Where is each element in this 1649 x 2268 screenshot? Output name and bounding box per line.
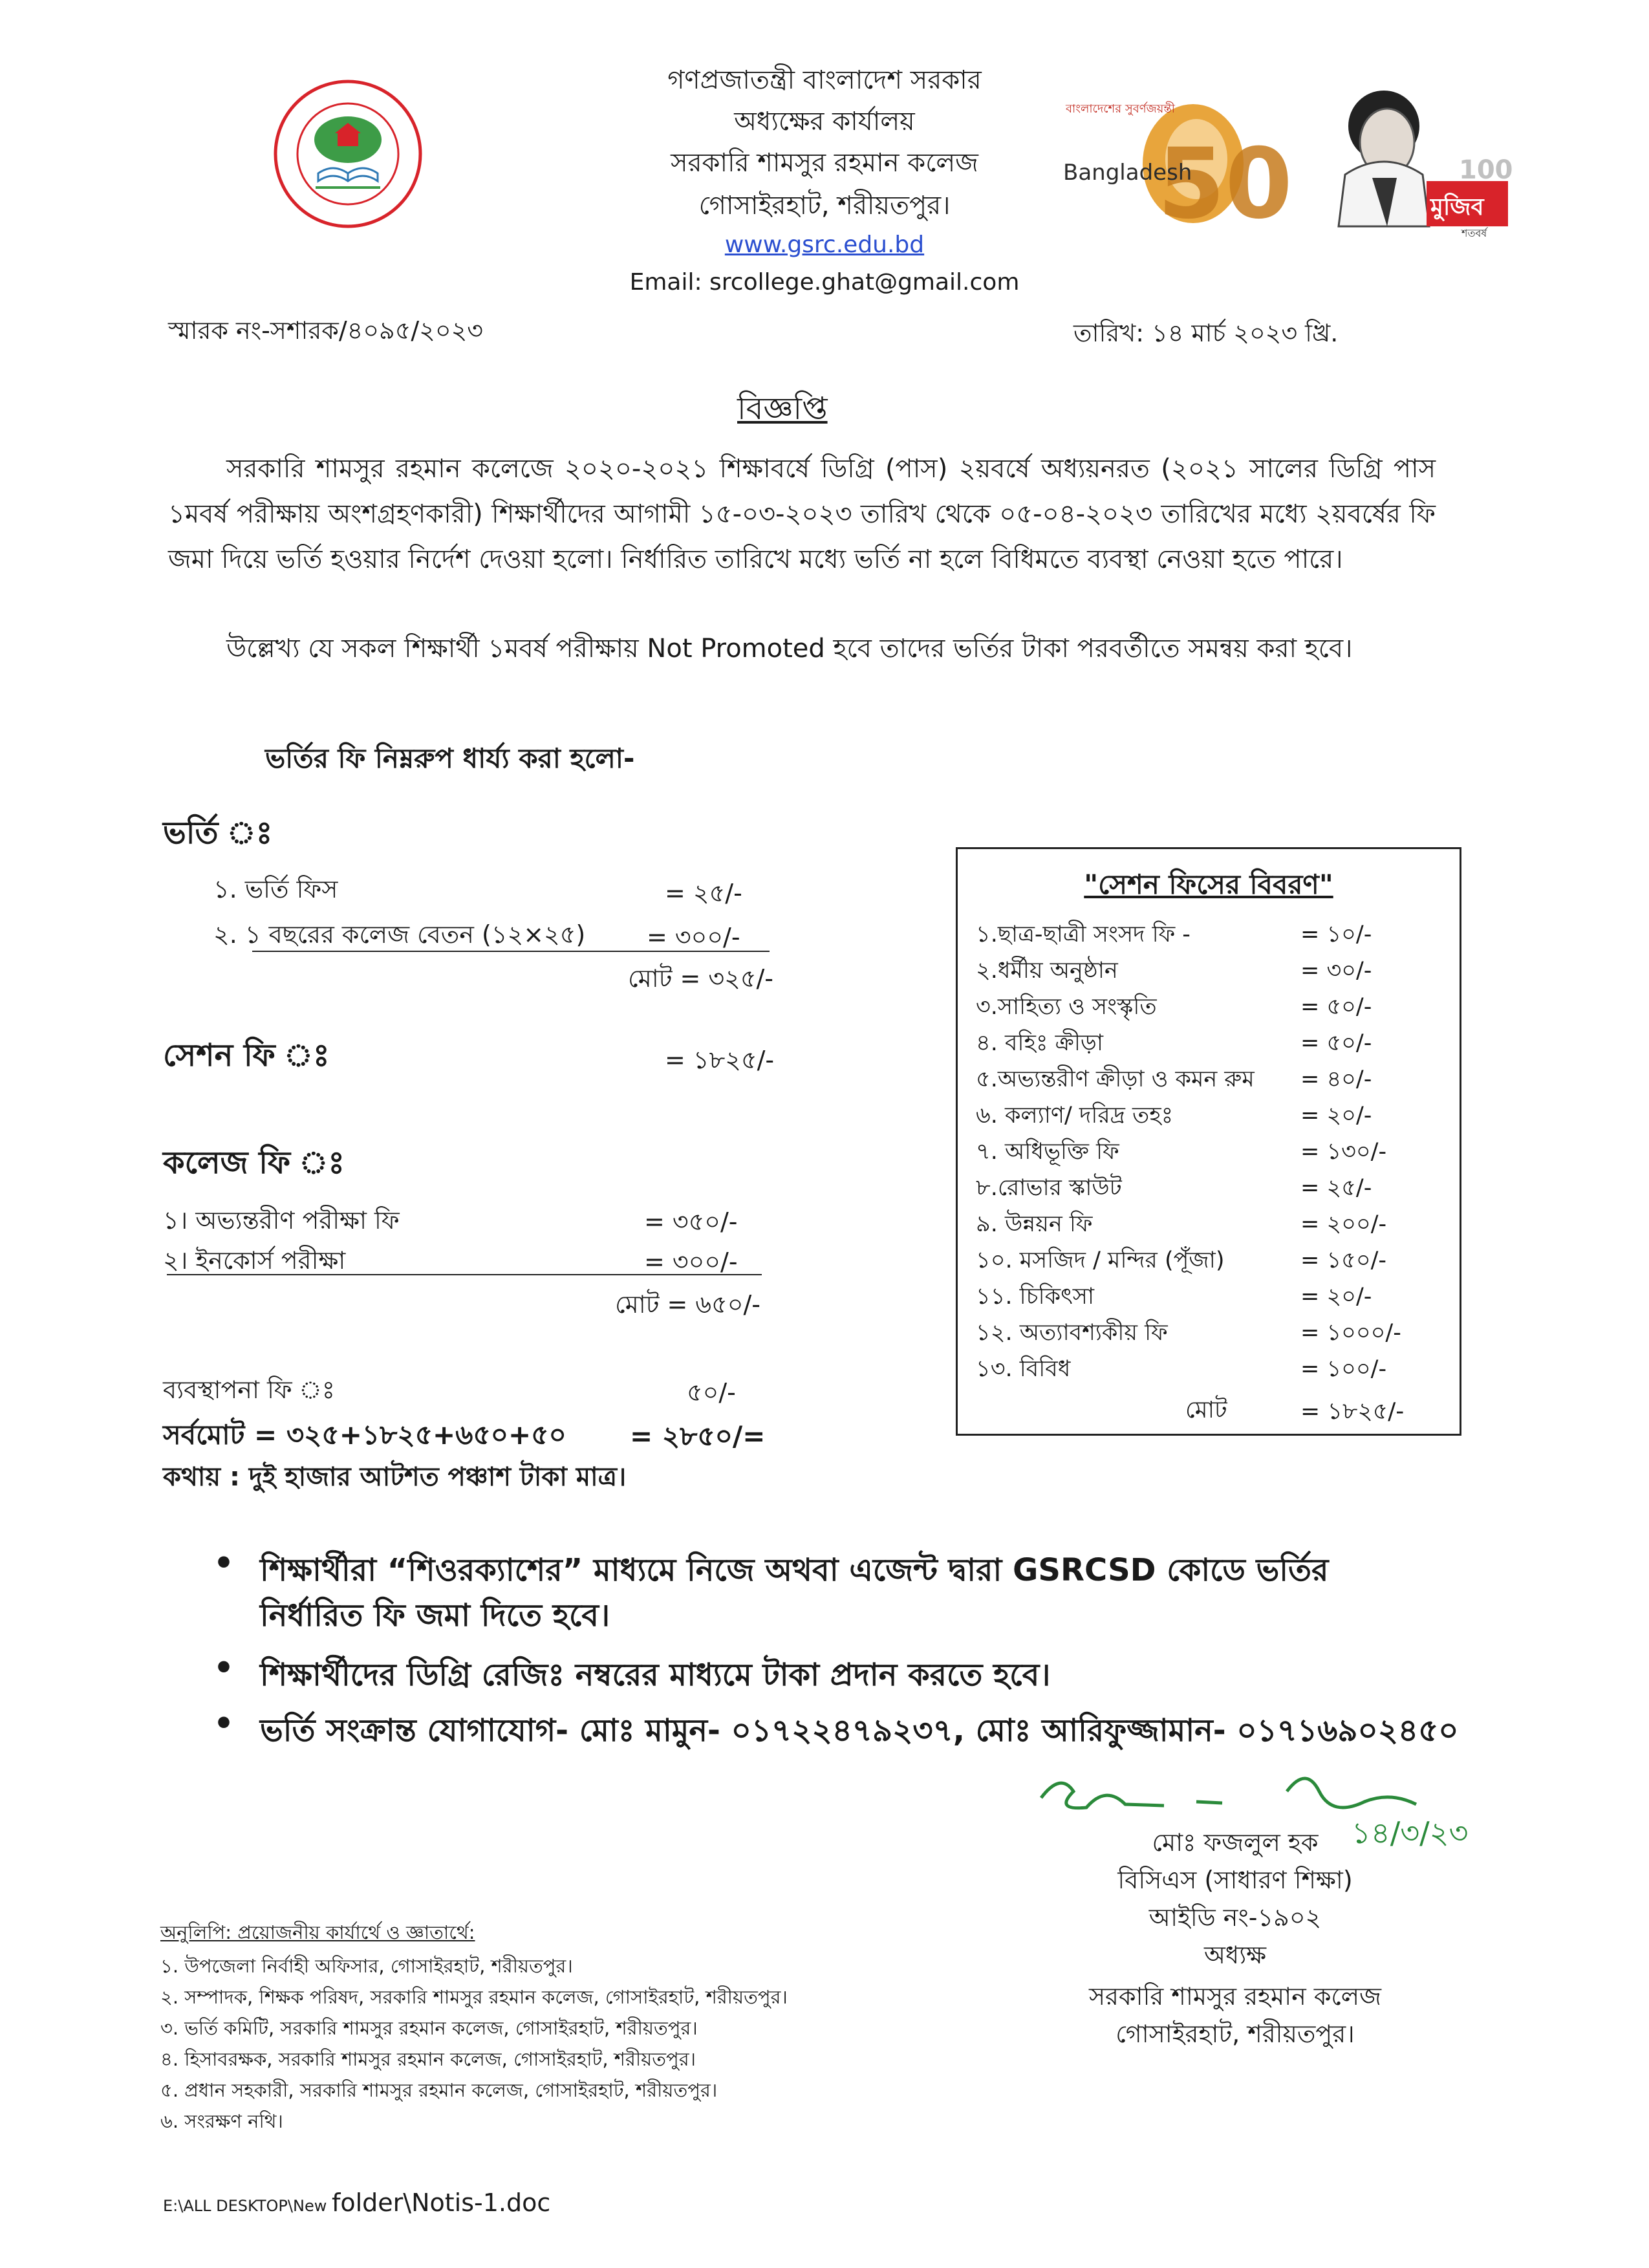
signatory-designation: অধ্যক্ষ — [1203, 1941, 1266, 1969]
signatory-id: আইডি নং-১৯০২ — [1148, 1903, 1322, 1932]
bd50-label: Bangladesh — [1063, 160, 1192, 186]
copy-item: ২. সম্পাদক, শিক্ষক পরিষদ, সরকারি শামসুর রহমান কলেজ, গোসাইরহাট, শরীয়তপুর। — [160, 1986, 788, 2008]
mujib-label: মুজিব — [1430, 194, 1484, 221]
session-box-item-amount: = ৫০/- — [1300, 994, 1372, 1020]
copies-heading: অনুলিপি: প্রয়োজনীয় কার্যার্থে ও জ্ঞাতার্থে: — [160, 1921, 475, 1943]
session-box-item-label: ১২. অত্যাবশ্যকীয় ফি — [976, 1320, 1168, 1346]
bullet-1-line-1: শিক্ষার্থীরা “শিওরক্যাশের” মাধ্যমে নিজে অথবা এজেন্ট দ্বারা GSRCSD কোডে ভর্তির — [260, 1552, 1329, 1588]
session-box-item-label: ৩.সাহিত্য ও সংস্কৃতি — [976, 994, 1157, 1020]
session-box-item-label: ৪. বহিঃ ক্রীড়া — [976, 1030, 1104, 1056]
bullet-3: ভর্তি সংক্রান্ত যোগাযোগ- মোঃ মামুন- ০১৭২২৪৭৯২৩৭, মোঃ আরিফুজ্জামান- ০১৭১৬৯০২৪৫০ — [260, 1712, 1459, 1749]
admission-item-1-amount: = ২৫/- — [665, 879, 742, 907]
notice-paragraph-2: উল্লেখ্য যে সকল শিক্ষার্থী ১মবর্ষ পরীক্ষায় Not Promoted হবে তাদের ভর্তির টাকা পরবর্তীতে সমন্বয় করা হবে। — [226, 634, 1353, 664]
bullet-dot: • — [213, 1649, 234, 1687]
session-box-item-label: ২.ধর্মীয় অনুষ্ঠান — [976, 958, 1118, 984]
copy-item: ৩. ভর্তি কমিটি, সরকারি শামসুর রহমান কলেজ, গোসাইরহাট, শরীয়তপুর। — [160, 2017, 698, 2039]
signatory-name: মোঃ ফজলুল হক — [1152, 1828, 1319, 1857]
file-path — [163, 2188, 550, 2217]
session-box-total-label: মোট — [1185, 1397, 1227, 1423]
college-fee-item-1-amount: = ৩৫০/- — [644, 1207, 738, 1236]
file-path-suffix: folder\Notis-1.doc — [331, 2188, 551, 2217]
session-box-item-amount: = ১০০/- — [1300, 1356, 1387, 1382]
signatory-address: গোসাইরহাট, শরীয়তপুর। — [1116, 2020, 1355, 2048]
grand-total-label: সর্বমোট = ৩২৫+১৮২৫+৬৫০+৫০ — [163, 1419, 566, 1451]
bd50-tagline: বাংলাদেশের সুবর্ণজয়ন্তী — [1066, 102, 1175, 116]
session-box-item-amount: = ২০/- — [1300, 1103, 1372, 1129]
amount-in-words: কথায় : দুই হাজার আটশত পঞ্চাশ টাকা মাত্র। — [163, 1462, 627, 1492]
admission-item-2-label: ২. ১ বছরের কলেজ বেতন (১২×২৫) — [213, 920, 586, 949]
college-fee-total: মোট = ৬৫০/- — [615, 1290, 760, 1319]
session-amount: = ১৮২৫/- — [665, 1046, 775, 1074]
college-fee-item-2-label: ২। ইনকোর্স পরীক্ষা — [163, 1246, 346, 1275]
session-box-item-amount: = ৩০/- — [1300, 958, 1372, 984]
management-label: ব্যবস্থাপনা ফি ঃ — [163, 1376, 336, 1404]
email-line: Email: srcollege.ghat@gmail.com — [629, 269, 1020, 296]
memo-number: স্মারক নং-সশারক/৪০৯৫/২০২৩ — [168, 316, 483, 345]
session-heading: সেশন ফি ঃ — [163, 1037, 330, 1074]
memo-date: তারিখ: ১৪ মার্চ ২০২৩ খ্রি. — [1073, 319, 1339, 347]
session-box-item-amount: = ১৩০/- — [1300, 1139, 1387, 1165]
admission-heading: ভর্তি ঃ — [163, 815, 273, 851]
session-box-item-label: ৫.অভ্যন্তরীণ ক্রীড়া ও কমন রুম — [976, 1066, 1255, 1092]
bd50-number: 50 — [1158, 128, 1293, 241]
college-fee-heading: কলেজ ফি ঃ — [163, 1145, 345, 1181]
mujib-number: 100 — [1459, 155, 1513, 185]
signature-date: ১৪/৩/২৩ — [1352, 1815, 1469, 1850]
bullet-1-line-2: নির্ধারিত ফি জমা দিতে হবে। — [260, 1597, 610, 1634]
grand-total-amount: = ২৮৫০/= — [630, 1420, 766, 1452]
copy-item: ৬. সংরক্ষণ নথি। — [160, 2110, 283, 2132]
session-box-item-label: ৬. কল্যাণ/ দরিদ্র তহঃ — [976, 1103, 1174, 1129]
copy-item: ৪. হিসাবরক্ষক, সরকারি শামসুর রহমান কলেজ, গোসাইরহাট, শরীয়তপুর। — [160, 2048, 696, 2070]
fee-intro: ভর্তির ফি নিম্নরুপ ধার্য্য করা হলো- — [265, 742, 635, 774]
session-box-item-amount: = ২০০/- — [1300, 1211, 1387, 1237]
session-fee-box — [956, 847, 1461, 1436]
header-office: অধ্যক্ষের কার্যালয় — [734, 107, 915, 136]
header-college: সরকারি শামসুর রহমান কলেজ — [671, 148, 978, 178]
bullet-dot: • — [213, 1705, 234, 1742]
session-box-title: "সেশন ফিসের বিবরণ" — [1084, 869, 1333, 900]
signatory-college: সরকারি শামসুর রহমান কলেজ — [1088, 1982, 1382, 2011]
admission-item-2-amount: = ৩০০/- — [647, 923, 740, 951]
management-amount: ৫০/- — [687, 1378, 736, 1407]
session-box-item-amount: = ১০০০/- — [1300, 1320, 1401, 1346]
file-path-prefix: E:\ALL DESKTOP\New — [163, 2197, 332, 2215]
copy-item: ৫. প্রধান সহকারী, সরকারি শামসুর রহমান কলেজ, গোসাইরহাট, শরীয়তপুর। — [160, 2079, 718, 2101]
college-fee-item-2-amount: = ৩০০/- — [644, 1247, 738, 1276]
admission-item-1-label: ১. ভর্তি ফিস — [213, 875, 338, 903]
notice-title: বিজ্ঞপ্তি — [737, 391, 828, 427]
session-box-item-label: ৮.রোভার স্কাউট — [976, 1175, 1122, 1201]
session-box-item-label: ৭. অধিভূক্তি ফি — [976, 1139, 1119, 1165]
session-box-item-label: ১.ছাত্র-ছাত্রী সংসদ ফি - — [976, 922, 1191, 947]
session-box-item-label: ১১. চিকিৎসা — [976, 1284, 1095, 1310]
session-box-item-amount: = ১০/- — [1300, 922, 1372, 947]
session-box-item-label: ১৩. বিবিধ — [976, 1356, 1071, 1382]
signatory-cadre: বিসিএস (সাধারণ শিক্ষা) — [1117, 1866, 1353, 1894]
header-govt: গণপ্রজাতন্ত্রী বাংলাদেশ সরকার — [667, 65, 982, 95]
session-box-total-amount: = ১৮২৫/- — [1300, 1398, 1405, 1425]
header-address: গোসাইরহাট, শরীয়তপুর। — [698, 191, 951, 221]
session-box-item-label: ১০. মসজিদ / মন্দির (পূঁজা) — [976, 1247, 1225, 1273]
session-box-item-amount: = ১৫০/- — [1300, 1247, 1387, 1273]
notice-paragraph-1: সরকারি শামসুর রহমান কলেজে ২০২০-২০২১ শিক্ষাবর্ষে ডিগ্রি (পাস) ২য়বর্ষে অধ্যয়নরত (২০২১ সালের ডিগ্রি পাস ১মবর্ষ পরীক্ষায় অংশগ্রহণকারী) শিক্ষার্থীদের আগামী ১৫-০৩-২০২৩ তারিখ থেকে ০৫-০৪-২০২৩ তারিখের মধ্যে ২য়বর্ষের ফি জমা দিয়ে ভর্তি হওয়ার নির্দেশ দেওয়া হলো। নির্ধারিত তারিখে মধ্যে ভর্তি না হলে বিধিমতে ব্যবস্থা নেওয়া হতে পারে। — [168, 454, 1436, 574]
mujib-subtitle: শতবর্ষ — [1461, 227, 1487, 239]
college-fee-item-1-label: ১। অভ্যন্তরীণ পরীক্ষা ফি — [163, 1206, 400, 1235]
session-box-item-amount: = ৪০/- — [1300, 1066, 1372, 1092]
session-box-item-amount: = ৫০/- — [1300, 1030, 1372, 1056]
admission-total: মোট = ৩২৫/- — [628, 964, 773, 993]
session-box-item-amount: = ২০/- — [1300, 1284, 1372, 1310]
website-link[interactable]: www.gsrc.edu.bd — [724, 232, 925, 258]
copy-item: ১. উপজেলা নির্বাহী অফিসার, গোসাইরহাট, শরীয়তপুর। — [160, 1955, 573, 1977]
bullet-2: শিক্ষার্থীদের ডিগ্রি রেজিঃ নম্বরের মাধ্যমে টাকা প্রদান করতে হবে। — [260, 1657, 1051, 1693]
session-box-item-label: ৯. উন্নয়ন ফি — [976, 1211, 1093, 1237]
session-box-item-amount: = ২৫/- — [1300, 1175, 1372, 1201]
bullet-dot: • — [213, 1544, 234, 1582]
